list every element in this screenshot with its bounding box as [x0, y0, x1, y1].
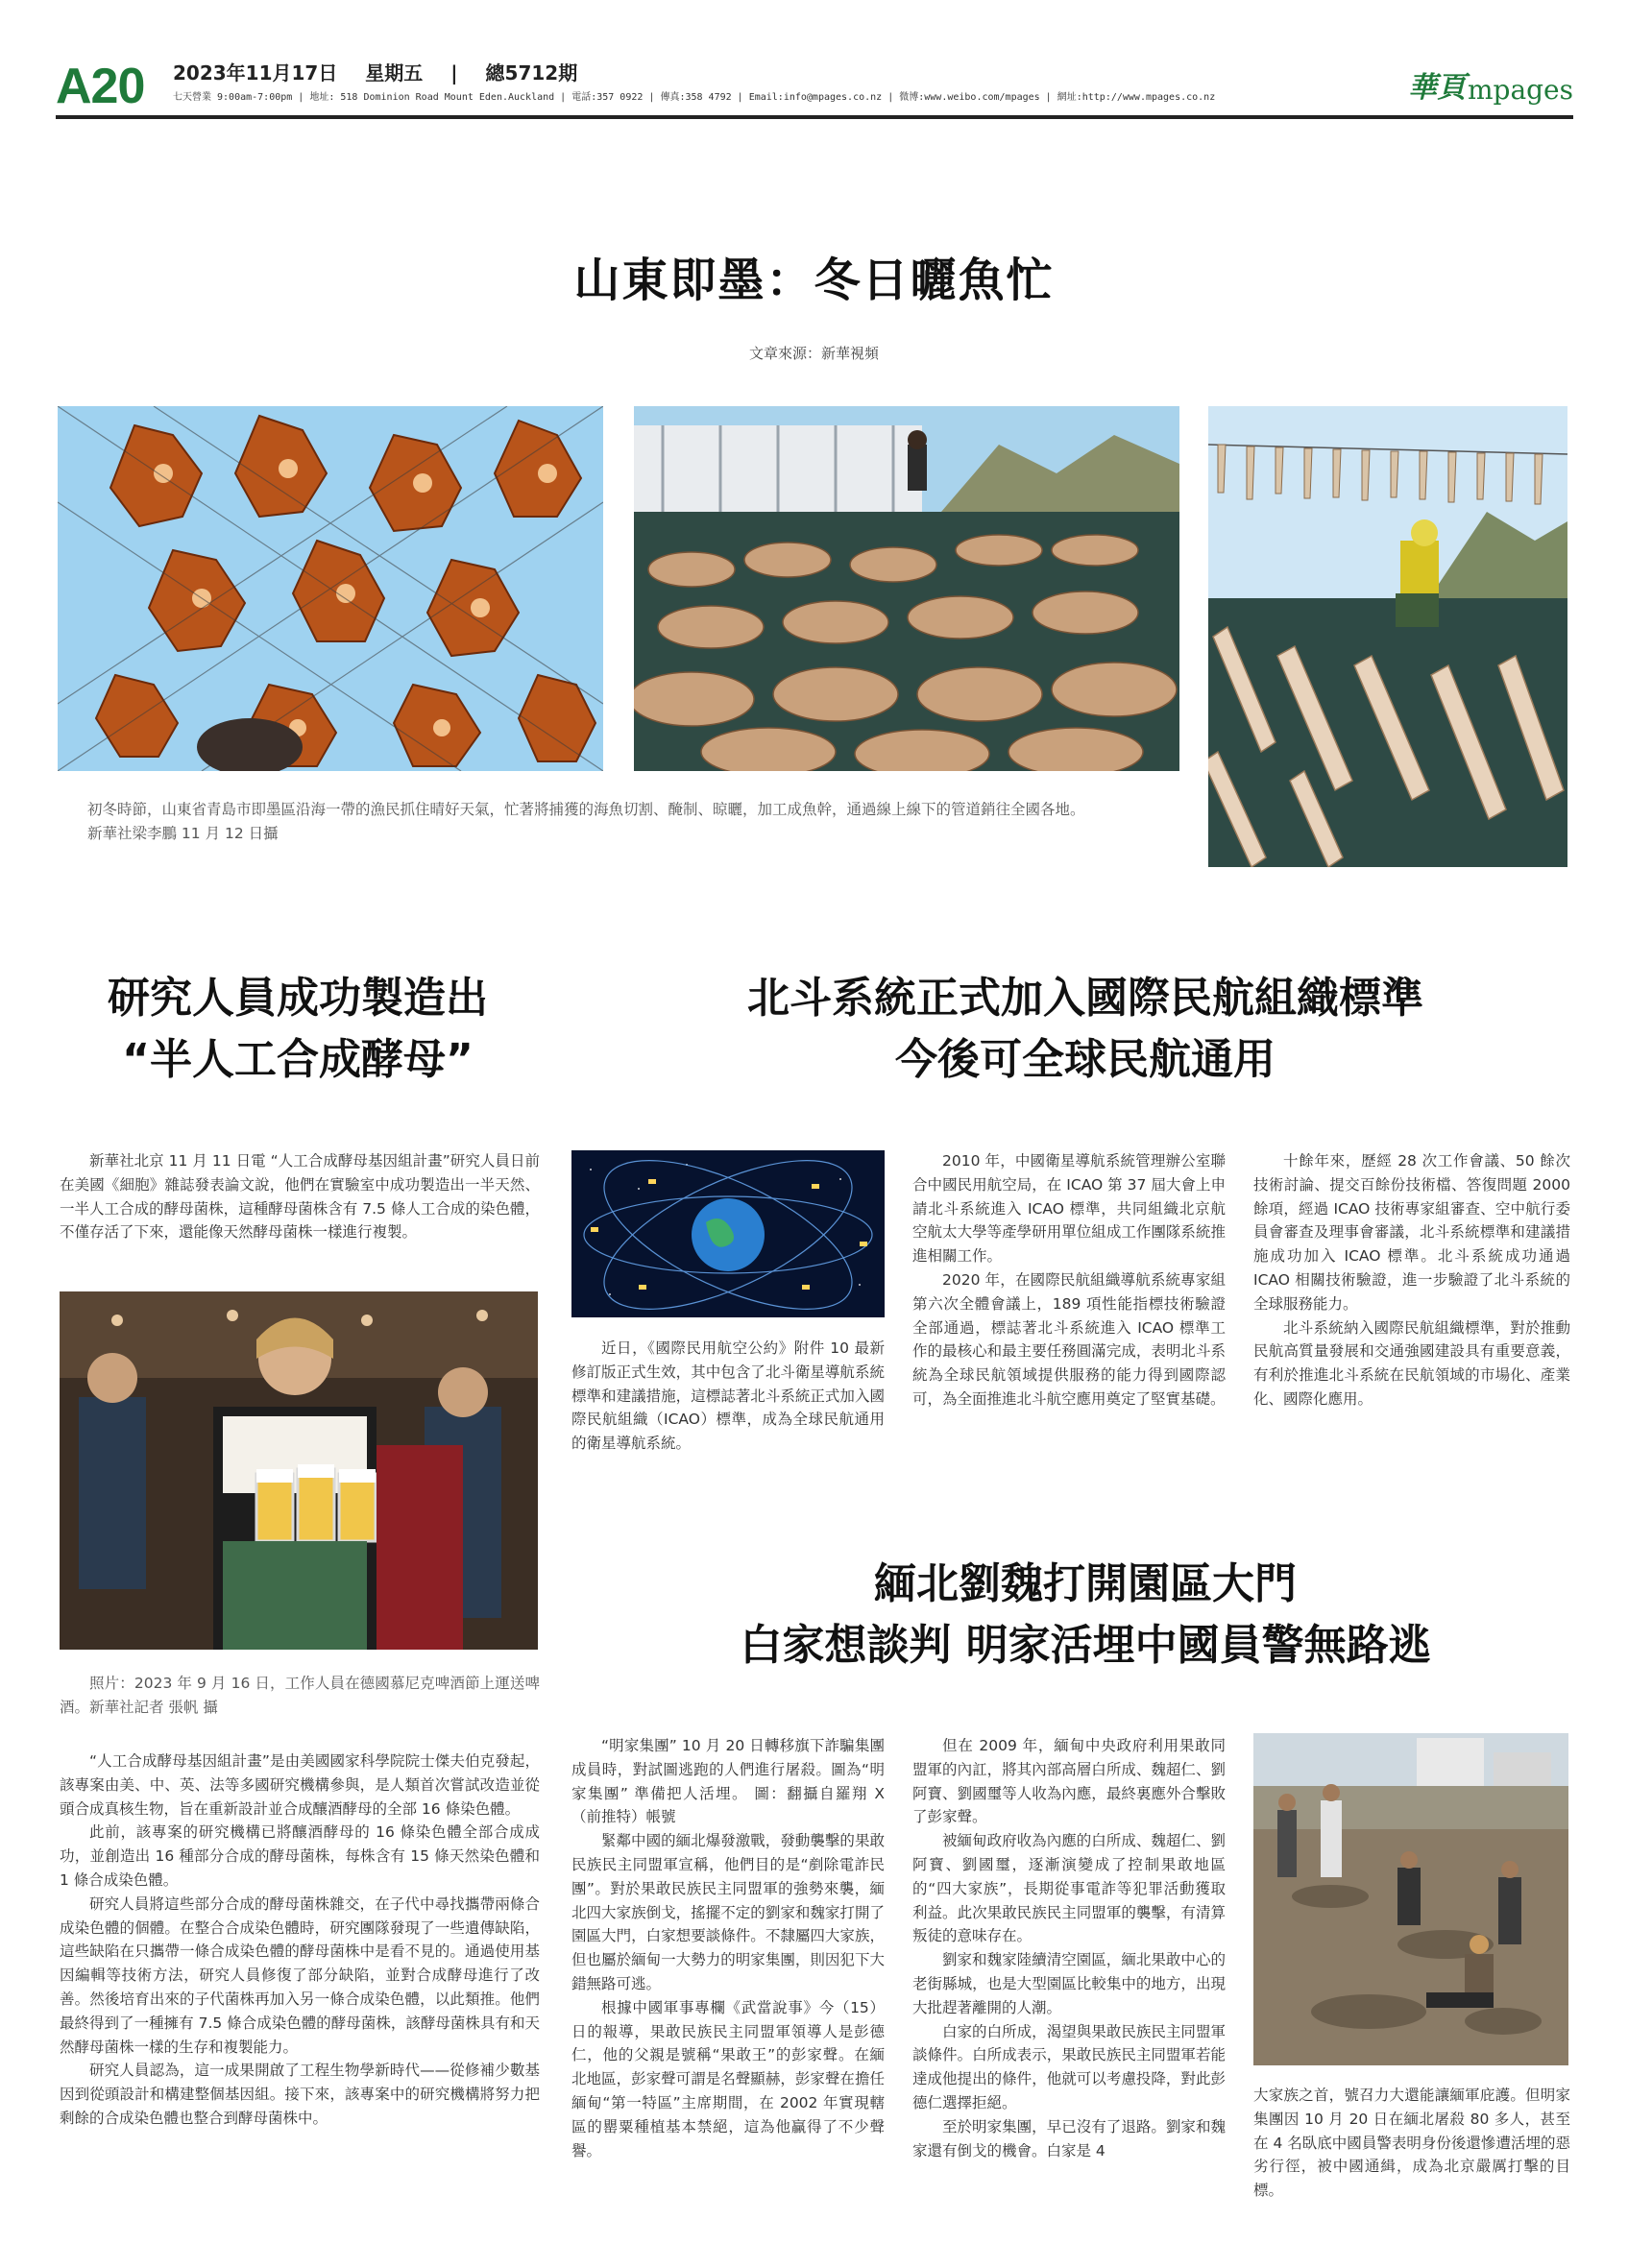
myanmar-story-headline: [624, 1554, 1546, 1677]
beidou-paragraph: 近日，《國際民用航空公約》附件 10 最新修訂版正式生效，其中包含了北斗衛星導航系統標準和建議措施，這標誌著北斗系統正式加入國際民航組織（ICAO）標準，成為全球民航通用的衛星導航系統。: [571, 1339, 885, 1453]
oktoberfest-photo-caption: [60, 1672, 540, 1720]
oktoberfest-caption-text: 照片：2023 年 9 月 16 日，工作人員在德國慕尼克啤酒節上運送啤酒。新華社記者 張帆 攝: [60, 1675, 540, 1716]
myanmar-paragraph: 白家的白所成，渴望與果敢民族民主同盟軍談條件。白所成表示，果敢民族民主同盟軍若能達成他提出的條件，他就可以考慮投降，對此彭德仁選擇拒絕。: [912, 2022, 1226, 2111]
beidou-story-headline: [624, 968, 1546, 1091]
myanmar-col2: [912, 1734, 1226, 2162]
myanmar-paragraph: 根據中國軍事專欄《武當說事》今（15）日的報導，果敢民族民主同盟軍領導人是彭德仁，他的父親是號稱“果敢王”的彭家聲。在緬北地區，彭家聲可謂是名聲顯赫，彭家聲在擔任緬甸“第一特區”主席期間，在 2002 年實現轄區的罌粟種植基本禁絕，這為他贏得了不少聲譽。: [571, 1998, 885, 2159]
yeast-paragraph: 此前，該專案的研究機構已將釀酒酵母的 16 條染色體全部合成成功，並創造出 16 種部分合成的酵母菌株，每株含有 15 條天然染色體和 1 條合成染色體。: [60, 1823, 540, 1889]
beidou-paragraph: 十餘年來，歷經 28 次工作會議、50 餘次技術討論、提交百餘份技術檔、答復問題 2000 餘項，經過 ICAO 技術專家組審查、空中航行委員會審查及理事會審議，北斗系統標準和建議措施成功加入 ICAO 標準。北斗系統成功通過 ICAO 相關技術驗證，進一步驗證了北斗系統的全球服務能力。: [1253, 1152, 1570, 1313]
contact-info: 七天營業 9:00am-7:00pm | 地址: 518 Dominion Road Mount Eden.Auckland | 電話:357 0922 | 傳真:358 4792 | Email:info@mpages.co.nz | 微博:www.weibo.com/mpages | 網址:http://www.mpages.co.nz: [173, 92, 1216, 103]
page-number: A20: [56, 59, 145, 114]
logo-chinese: 華頁: [1407, 71, 1466, 105]
mpages-logo: [1408, 63, 1573, 106]
myanmar-paragraph: 緊鄰中國的緬北爆發激戰，發動襲擊的果敢民族民主同盟軍宣稱，他們目的是“剷除電詐民團”。對於果敢民族民主同盟軍的強勢來襲，緬北四大家族倒戈，搖擺不定的劉家和魏家打開了園區大門，白家想要談條件。不隸屬四大家族，但也屬於緬甸一大勢力的明家集團，則因犯下大錯無路可逃。: [571, 1832, 885, 1992]
yeast-lede-text: 新華社北京 11 月 11 日電 “人工合成酵母基因組計畫”研究人員日前在美國《細胞》雜誌發表論文說，他們在實驗室中成功製造出一半天然、一半人工合成的酵母菌株，這種酵母菌株含有 7.5 條人工合成的染色體，不僅存活了下來，還能像天然酵母菌株一樣進行複製。: [60, 1152, 540, 1242]
myanmar-headline-line2: 白家想談判 明家活埋中國員警無路逃: [740, 1620, 1431, 1670]
beidou-paragraph: 2020 年，在國際民航組織導航系統專家組第六次全體會議上，189 項性能指標技術驗證全部通過，標誌著北斗系統進入 ICAO 標準工作的最核心和最主要任務圓滿完成，表明北斗系統為全球民航領域提供服務的能力得到國際認可，為全面推進北斗航空應用奠定了堅實基礎。: [912, 1270, 1226, 1408]
myanmar-burial-photo: [1253, 1733, 1568, 2065]
oktoberfest-photo: [60, 1291, 538, 1650]
fish-photo-hanging-rays: [58, 406, 603, 771]
masthead-separator: |: [450, 61, 458, 84]
masthead-dateline: [173, 58, 598, 85]
issue-date: 2023年11月17日: [173, 61, 338, 84]
yeast-paragraph: 研究人員將這些部分合成的酵母菌株雜交，在子代中尋找攜帶兩條合成染色體的個體。在整合合成染色體時，研究團隊發現了一些遺傳缺陷，這些缺陷在只攜帶一條合成染色體的酵母菌株中是看不見的。通過使用基因編輯等技術方法，研究人員修復了部分缺陷，並對合成酵母進行了改善。然後培育出來的子代菌株再加入另一條合成染色體，以此類推。他們最終得到了一種擁有 7.5 條合成染色體的酵母菌株，該酵母菌株具有和天然酵母菌株一樣的生存和複製能力。: [60, 1894, 540, 2056]
myanmar-paragraph: 被緬甸政府收為內應的白所成、魏超仁、劉阿寶、劉國璽，逐漸演變成了控制果敢地區的“四大家族”，長期從事電詐等犯罪活動獲取利益。此次果敢民族民主同盟軍的襲擊，有清算叛徒的意味存在。: [912, 1832, 1226, 1945]
myanmar-paragraph: “明家集團” 10 月 20 日轉移旗下詐騙集團成員時，對試圖逃跑的人們進行屠殺。圖為“明家集團” 準備把人活埋。 圖：翻攝自羅翔 X（前推特）帳號: [571, 1737, 885, 1826]
fish-story-headline: 山東即墨：冬日曬魚忙: [573, 253, 1055, 307]
fish-caption-text: 初冬時節，山東省青島市即墨區沿海一帶的漁民抓住晴好天氣，忙著將捕獲的海魚切割、醃制、晾曬，加工成魚幹，通過線上線下的管道銷往全國各地。: [87, 801, 1085, 818]
beidou-paragraph: 北斗系統納入國際民航組織標準，對於推動民航高質量發展和交通強國建設具有重要意義，有利於推進北斗系統在民航領域的市場化、產業化、國際化應用。: [1253, 1318, 1570, 1408]
yeast-headline-line2: “半人工合成酵母”: [122, 1034, 474, 1084]
myanmar-paragraph: 至於明家集團，早已沒有了退路。劉家和魏家還有倒戈的機會。白家是 4: [912, 2117, 1226, 2159]
yeast-paragraph: 研究人員認為，這一成果開啟了工程生物學新時代——從修補少數基因到從頭設計和構建整個基因組。接下來，該專案中的研究機構將努力把剩餘的合成染色體也整合到酵母菌株中。: [60, 2062, 540, 2127]
beidou-col3: [1253, 1149, 1570, 1411]
yeast-story-headline: [58, 968, 538, 1091]
myanmar-headline-line1: 緬北劉魏打開園區大門: [874, 1559, 1297, 1608]
yeast-lede: [60, 1149, 540, 1244]
myanmar-col3: [1253, 2084, 1570, 2203]
yeast-headline-line1: 研究人員成功製造出: [108, 974, 488, 1023]
myanmar-col1: [571, 1734, 885, 2162]
myanmar-paragraph: 劉家和魏家陸續清空園區，緬北果敢中心的老街縣城，也是大型園區比較集中的地方，出現大批趕著離開的人潮。: [912, 1951, 1226, 2016]
beidou-col1: [571, 1337, 885, 1456]
yeast-paragraph: “人工合成酵母基因組計畫”是由美國國家科學院院士傑夫伯克發起，該專案由美、中、英、法等多國研究機構參與，是人類首次嘗試改造並從頭合成真核生物，旨在重新設計並合成釀酒酵母的全部 16 條染色體。: [60, 1752, 540, 1818]
fish-photo-caption: [58, 798, 1181, 846]
fish-caption-credit: 新華社梁李鵬 11 月 12 日攝: [87, 824, 279, 842]
fish-story-source: 文章來源：新華視頻: [748, 345, 879, 362]
masthead: [56, 52, 1573, 119]
beidou-satellite-photo: [571, 1150, 885, 1317]
issue-number: 總5712期: [485, 61, 578, 84]
myanmar-paragraph: 但在 2009 年，緬甸中央政府利用果敢同盟軍的內訌，將其內部高層白所成、魏超仁、劉阿寶、劉國璽等人收為內應，最終裏應外合擊敗了彭家聲。: [912, 1737, 1226, 1826]
beidou-headline-line1: 北斗系統正式加入國際民航組織標準: [747, 974, 1423, 1023]
issue-weekday: 星期五: [365, 61, 424, 84]
myanmar-paragraph: 大家族之首，號召力大還能讓緬軍庇護。但明家集團因 10 月 20 日在緬北屠殺 80 多人，甚至在 4 名臥底中國員警表明身份後還慘遭活埋的惡劣行徑，被中國通緝，成為北京嚴厲打擊的目標。: [1253, 2087, 1570, 2200]
beidou-headline-line2: 今後可全球民航通用: [895, 1034, 1276, 1084]
beidou-col2: [912, 1149, 1226, 1411]
beidou-paragraph: 2010 年，中國衛星導航系統管理辦公室聯合中國民用航空局，在 ICAO 第 37 屆大會上申請北斗系統進入 ICAO 標準，共同組織北京航空航太大學等產學研用單位組成工作團隊系統推進相關工作。: [912, 1152, 1226, 1266]
yeast-body: [60, 1749, 540, 2131]
fish-photo-worker-drying: [1208, 406, 1567, 867]
logo-english: mpages: [1467, 74, 1573, 106]
fish-photo-drying-racks: [634, 406, 1179, 771]
